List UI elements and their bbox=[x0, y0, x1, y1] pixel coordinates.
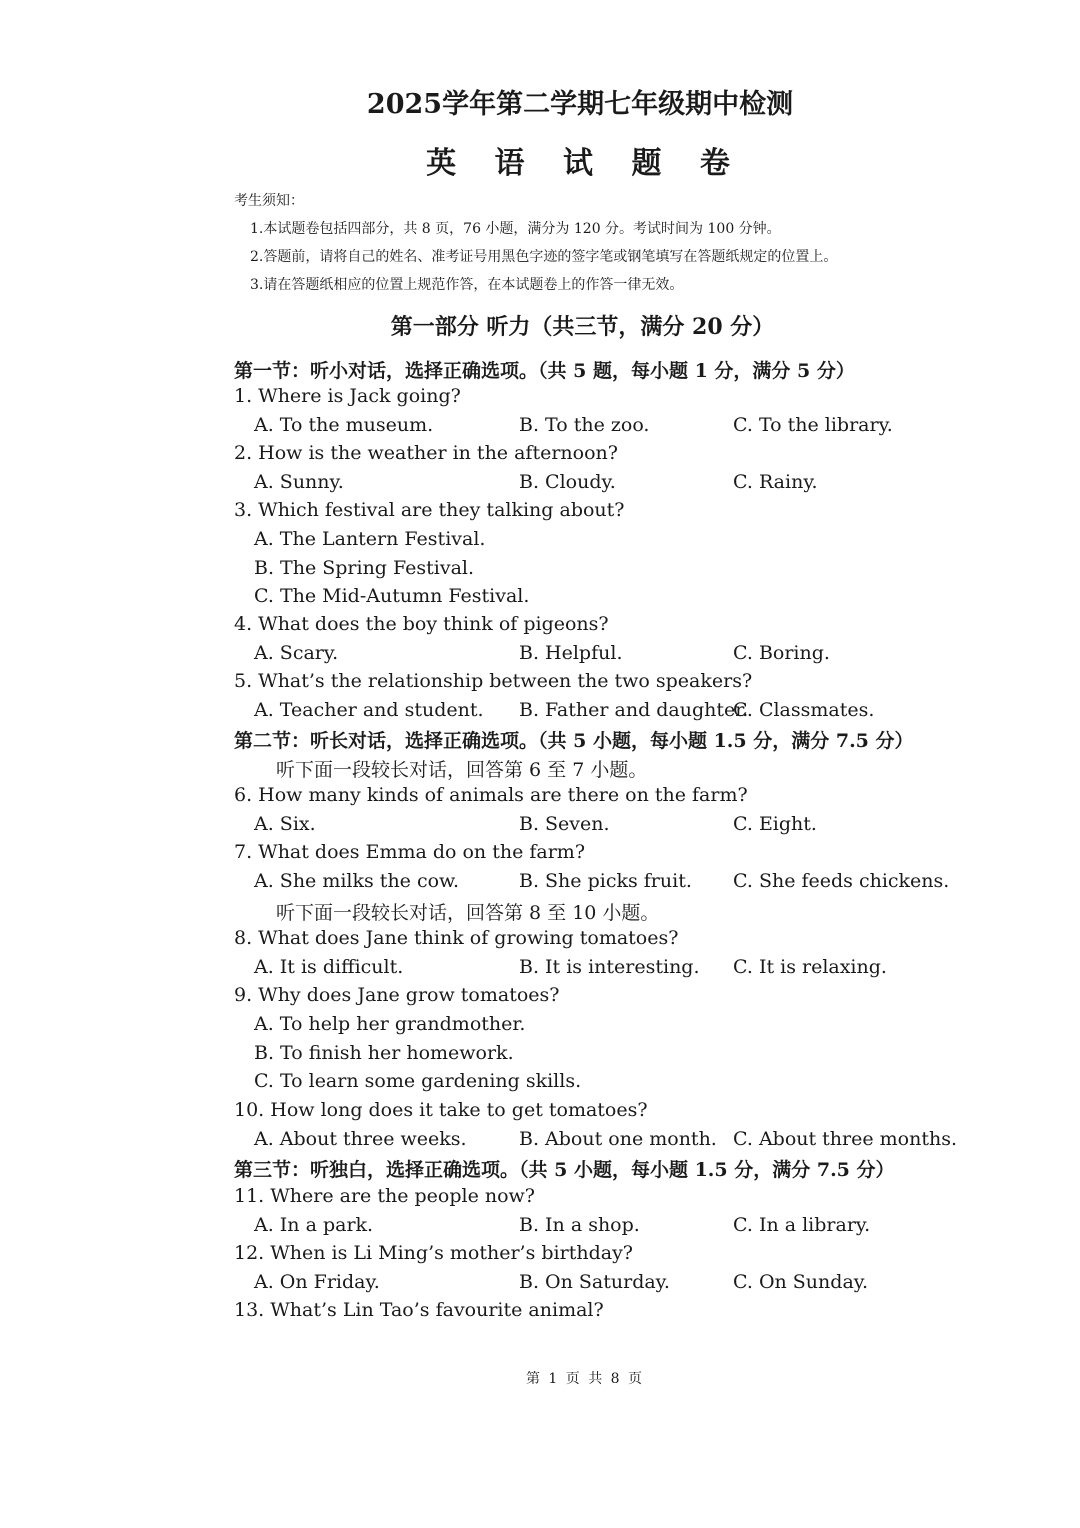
option-a: A. On Friday. bbox=[254, 1271, 380, 1293]
option-b: B. To finish her homework. bbox=[254, 1042, 514, 1064]
option-b: B. In a shop. bbox=[519, 1214, 640, 1236]
question-stem: 10. How long does it take to get tomatoes? bbox=[234, 1099, 648, 1121]
option-b: B. Seven. bbox=[519, 813, 610, 835]
option-a: A. Teacher and student. bbox=[254, 699, 484, 721]
option-a: A. Six. bbox=[254, 813, 316, 835]
notice-item: 2.答题前，请将自己的姓名、准考证号用黑色字迹的签字笔或钢笔填写在答题纸规定的位置上。 bbox=[250, 249, 838, 265]
option-c: C. Boring. bbox=[733, 642, 830, 664]
exam-title: 2025学年第二学期七年级期中检测 bbox=[366, 89, 794, 120]
sub-instruction: 听下面一段较长对话，回答第 8 至 10 小题。 bbox=[276, 902, 660, 924]
question-stem: 11. Where are the people now? bbox=[234, 1185, 535, 1207]
question-stem: 1. Where is Jack going? bbox=[234, 385, 461, 407]
option-a: A. Sunny. bbox=[254, 471, 344, 493]
notice-item: 1.本试题卷包括四部分，共 8 页，76 小题，满分为 120 分。考试时间为 100 分钟。 bbox=[250, 221, 781, 237]
option-c: C. Rainy. bbox=[733, 471, 818, 493]
option-a: A. About three weeks. bbox=[254, 1128, 467, 1150]
option-c: C. To learn some gardening skills. bbox=[254, 1070, 582, 1092]
option-c: C. About three months. bbox=[733, 1128, 958, 1150]
notice-heading: 考生须知： bbox=[234, 193, 304, 209]
option-a: A. To the museum. bbox=[254, 414, 434, 436]
section-heading: 第二节：听长对话，选择正确选项。（共 5 小题，每小题 1.5 分，满分 7.5 分） bbox=[234, 730, 914, 752]
section-heading: 第三节：听独白，选择正确选项。（共 5 小题，每小题 1.5 分，满分 7.5 分） bbox=[234, 1159, 895, 1181]
question-stem: 3. Which festival are they talking about? bbox=[234, 499, 625, 521]
question-stem: 13. What’s Lin Tao’s favourite animal? bbox=[234, 1299, 604, 1321]
option-c: C. It is relaxing. bbox=[733, 956, 887, 978]
option-b: B. It is interesting. bbox=[519, 956, 700, 978]
option-a: A. To help her grandmother. bbox=[254, 1013, 526, 1035]
option-c: C. In a library. bbox=[733, 1214, 871, 1236]
question-stem: 9. Why does Jane grow tomatoes? bbox=[234, 984, 560, 1006]
question-stem: 2. How is the weather in the afternoon? bbox=[234, 442, 618, 464]
part-title: 第一部分 听力（共三节，满分 20 分） bbox=[390, 314, 775, 340]
option-b: B. To the zoo. bbox=[519, 414, 650, 436]
question-stem: 7. What does Emma do on the farm? bbox=[234, 841, 585, 863]
option-b: B. The Spring Festival. bbox=[254, 557, 475, 579]
question-stem: 12. When is Li Ming’s mother’s birthday? bbox=[234, 1242, 633, 1264]
option-c: C. Classmates. bbox=[733, 699, 875, 721]
sub-instruction: 听下面一段较长对话，回答第 6 至 7 小题。 bbox=[276, 759, 648, 781]
option-b: B. On Saturday. bbox=[519, 1271, 670, 1293]
exam-subtitle: 英 语 试 题 卷 bbox=[426, 146, 744, 181]
question-stem: 5. What’s the relationship between the two speakers? bbox=[234, 670, 753, 692]
option-c: C. Eight. bbox=[733, 813, 817, 835]
option-b: B. Cloudy. bbox=[519, 471, 616, 493]
option-a: A. In a park. bbox=[254, 1214, 374, 1236]
option-b: B. Helpful. bbox=[519, 642, 623, 664]
option-a: A. Scary. bbox=[254, 642, 339, 664]
notice-item: 3.请在答题纸相应的位置上规范作答，在本试题卷上的作答一律无效。 bbox=[250, 277, 684, 293]
option-a: A. The Lantern Festival. bbox=[254, 528, 486, 550]
option-c: C. On Sunday. bbox=[733, 1271, 869, 1293]
section-heading: 第一节：听小对话，选择正确选项。（共 5 题，每小题 1 分，满分 5 分） bbox=[234, 360, 855, 382]
option-b: B. Father and daughter. bbox=[519, 699, 749, 721]
option-b: B. About one month. bbox=[519, 1128, 717, 1150]
option-a: A. It is difficult. bbox=[254, 956, 404, 978]
option-a: A. She milks the cow. bbox=[254, 870, 460, 892]
option-b: B. She picks fruit. bbox=[519, 870, 692, 892]
page-footer: 第 1 页 共 8 页 bbox=[525, 1371, 645, 1387]
question-stem: 4. What does the boy think of pigeons? bbox=[234, 613, 609, 635]
option-c: C. She feeds chickens. bbox=[733, 870, 950, 892]
option-c: C. The Mid-Autumn Festival. bbox=[254, 585, 530, 607]
question-stem: 6. How many kinds of animals are there on the farm? bbox=[234, 784, 748, 806]
question-stem: 8. What does Jane think of growing tomatoes? bbox=[234, 927, 679, 949]
option-c: C. To the library. bbox=[733, 414, 893, 436]
